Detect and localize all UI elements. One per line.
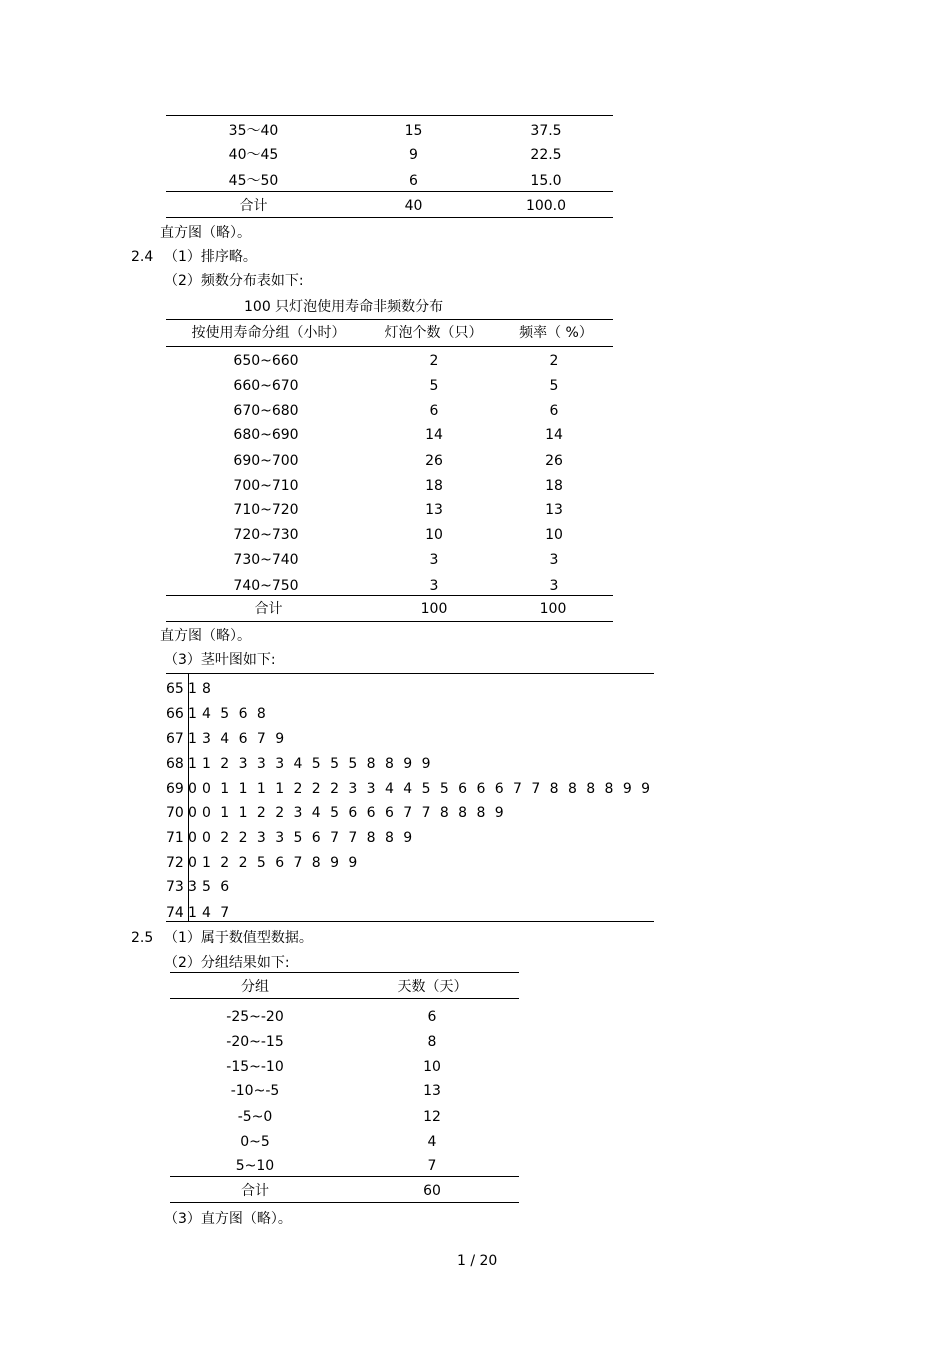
leaf-digit: 9 <box>622 781 632 797</box>
table2-total-rule <box>166 595 613 596</box>
leaf-digit: 9 <box>348 855 358 871</box>
leaf-digit: 3 <box>256 830 266 846</box>
leaf-digit: 1 <box>275 781 285 797</box>
stem-freq: 1 <box>188 731 197 747</box>
leaf-digit: 1 <box>202 855 211 871</box>
leaf-list <box>202 755 440 773</box>
group-cell: 5~10 <box>235 1158 275 1174</box>
leaf-digit: 8 <box>256 706 266 722</box>
leaf-digit: 6 <box>476 781 486 797</box>
group-cell: 45～50 <box>228 173 279 189</box>
table-row <box>166 122 613 140</box>
leaf-digit: 8 <box>458 805 468 821</box>
count-cell: 10 <box>425 527 443 543</box>
stem-value: 69 <box>166 781 184 797</box>
leaf-digit: 8 <box>439 805 449 821</box>
table-row <box>170 1033 519 1051</box>
group-cell: 0~5 <box>240 1134 270 1150</box>
leaf-list <box>202 854 367 872</box>
pct-cell: 14 <box>545 427 563 443</box>
table2-bottom-rule <box>166 621 613 622</box>
leaf-digit: 4 <box>202 905 211 921</box>
leaf-list <box>202 780 659 798</box>
leaf-digit: 3 <box>238 756 248 772</box>
table-row <box>166 172 613 190</box>
leaf-digit: 2 <box>220 855 230 871</box>
leaf-digit: 0 <box>202 830 211 846</box>
item-text: （1）属于数值型数据。 <box>164 930 313 946</box>
count-cell: 15 <box>404 123 423 139</box>
leaf-digit: 6 <box>238 731 248 747</box>
item-text: （2）频数分布表如下: <box>164 273 304 289</box>
leaf-digit: 5 <box>220 706 230 722</box>
leaf-digit: 4 <box>220 731 230 747</box>
days-cell: 13 <box>423 1083 441 1099</box>
leaf-digit: 2 <box>220 756 230 772</box>
leaf-digit: 9 <box>494 805 504 821</box>
section-number: 2.5 <box>131 930 154 946</box>
pct-cell: 18 <box>545 478 563 494</box>
table-title: 100 只灯泡使用寿命非频数分布 <box>244 299 444 315</box>
leaf-digit: 7 <box>293 855 303 871</box>
stem-freq: 1 <box>188 756 197 772</box>
group-cell: 710~720 <box>233 502 299 518</box>
table1-bottom-rule <box>166 217 613 218</box>
leaf-list <box>202 705 275 723</box>
pct-cell: 15.0 <box>530 173 562 189</box>
total-pct: 100 <box>539 601 567 617</box>
leaf-digit: 3 <box>366 781 376 797</box>
days-cell: 7 <box>427 1158 437 1174</box>
table-row <box>170 1008 519 1026</box>
leaf-digit: 2 <box>311 781 321 797</box>
stem-freq: 0 <box>188 781 197 797</box>
leaf-digit: 3 <box>275 756 285 772</box>
total-count: 100 <box>420 601 448 617</box>
leaf-digit: 9 <box>421 756 431 772</box>
leaf-digit: 5 <box>293 830 303 846</box>
stem-freq: 0 <box>188 830 197 846</box>
leaf-digit: 7 <box>348 830 358 846</box>
column-header: 灯泡个数（只） <box>384 325 483 341</box>
group-cell: 680~690 <box>233 427 299 443</box>
pct-cell: 22.5 <box>530 147 562 163</box>
stem-freq: 0 <box>188 855 197 871</box>
table-row <box>166 352 613 370</box>
leaf-list <box>202 829 422 847</box>
table3-header-rule <box>170 998 519 999</box>
total-label: 合计 <box>241 1183 269 1199</box>
leaf-digit: 4 <box>403 781 413 797</box>
stem-value: 71 <box>166 830 184 846</box>
table1-top-rule <box>166 115 613 116</box>
leaf-digit: 7 <box>220 905 230 921</box>
leaf-digit: 3 <box>256 756 266 772</box>
stem-value: 74 <box>166 905 184 921</box>
leaf-digit: 6 <box>458 781 468 797</box>
leaf-digit: 6 <box>220 879 230 895</box>
days-cell: 6 <box>427 1009 437 1025</box>
table-row <box>166 577 613 595</box>
leaf-digit: 1 <box>220 805 230 821</box>
days-cell: 12 <box>423 1109 441 1125</box>
group-cell: -10~-5 <box>230 1083 280 1099</box>
stem-freq: 1 <box>188 706 197 722</box>
count-cell: 6 <box>409 173 418 189</box>
leaf-digit: 5 <box>256 855 266 871</box>
leaf-digit: 6 <box>311 830 321 846</box>
leaf-digit: 7 <box>531 781 541 797</box>
stem-freq: 1 <box>188 681 197 697</box>
count-cell: 6 <box>429 403 439 419</box>
leaf-digit: 2 <box>275 805 285 821</box>
days-cell: 10 <box>423 1059 441 1075</box>
leaf-digit: 8 <box>476 805 486 821</box>
table-row <box>166 426 613 444</box>
leaf-digit: 2 <box>256 805 266 821</box>
leaf-digit: 3 <box>348 781 358 797</box>
stem-leaf-plot <box>166 680 654 920</box>
leaf-digit: 8 <box>567 781 577 797</box>
total-count: 40 <box>404 198 423 214</box>
leaf-digit: 9 <box>403 830 413 846</box>
group-cell: 740~750 <box>233 578 299 594</box>
stem-freq: 0 <box>188 805 197 821</box>
column-header: 频率（ %） <box>519 325 593 341</box>
table3-bottom-rule <box>170 1202 519 1203</box>
column-header: 按使用寿命分组（小时） <box>191 325 346 341</box>
leaf-digit: 8 <box>311 855 321 871</box>
group-cell: 700~710 <box>233 478 299 494</box>
pct-cell: 10 <box>545 527 563 543</box>
table-row <box>166 477 613 495</box>
table-row <box>170 1082 519 1100</box>
leaf-digit: 9 <box>275 731 285 747</box>
pct-cell: 3 <box>549 552 559 568</box>
table-row <box>166 526 613 544</box>
group-cell: 690~700 <box>233 453 299 469</box>
leaf-digit: 4 <box>202 706 211 722</box>
column-header: 天数（天） <box>397 979 468 995</box>
total-days: 60 <box>423 1183 441 1199</box>
table-row <box>166 551 613 569</box>
leaf-digit: 8 <box>549 781 559 797</box>
stem-freq: 3 <box>188 879 197 895</box>
group-cell: -20~-15 <box>226 1034 284 1050</box>
note-histogram: 直方图（略）。 <box>160 628 251 644</box>
table2-header-rule <box>166 346 613 347</box>
stem-freq: 1 <box>188 905 197 921</box>
stemleaf-top-rule <box>166 673 654 674</box>
leaf-list <box>202 904 239 922</box>
leaf-digit: 5 <box>202 879 211 895</box>
leaf-digit: 4 <box>293 756 303 772</box>
stem-value: 73 <box>166 879 184 895</box>
table-row <box>166 377 613 395</box>
count-cell: 3 <box>429 552 439 568</box>
leaf-digit: 7 <box>421 805 431 821</box>
group-cell: 720~730 <box>233 527 299 543</box>
count-cell: 2 <box>429 353 439 369</box>
pct-cell: 13 <box>545 502 563 518</box>
item-text: （1）排序略。 <box>164 249 257 265</box>
table3-body <box>170 1008 519 1203</box>
leaf-digit: 6 <box>384 805 394 821</box>
leaf-digit: 8 <box>366 756 376 772</box>
leaf-digit: 5 <box>439 781 449 797</box>
count-cell: 13 <box>425 502 443 518</box>
leaf-digit: 2 <box>220 830 230 846</box>
leaf-list <box>202 878 239 896</box>
item-text: （3）茎叶图如下: <box>164 652 276 668</box>
leaf-list <box>202 680 220 698</box>
leaf-digit: 8 <box>604 781 614 797</box>
leaf-digit: 7 <box>256 731 266 747</box>
leaf-digit: 4 <box>311 805 321 821</box>
count-cell: 5 <box>429 378 439 394</box>
leaf-digit: 1 <box>238 781 248 797</box>
leaf-digit: 5 <box>421 781 431 797</box>
pct-cell: 26 <box>545 453 563 469</box>
total-label: 合计 <box>254 601 283 617</box>
leaf-digit: 4 <box>384 781 394 797</box>
group-cell: -25~-20 <box>226 1009 284 1025</box>
leaf-digit: 0 <box>202 781 211 797</box>
leaf-digit: 2 <box>293 781 303 797</box>
leaf-digit: 8 <box>202 681 211 697</box>
table3-top-rule <box>170 972 519 973</box>
pct-cell: 2 <box>549 353 559 369</box>
leaf-digit: 1 <box>256 781 266 797</box>
count-cell: 3 <box>429 578 439 594</box>
stem-value: 68 <box>166 756 184 772</box>
leaf-digit: 6 <box>275 855 285 871</box>
table1 <box>166 122 613 222</box>
item-text: （2）分组结果如下: <box>164 955 290 971</box>
pct-cell: 6 <box>549 403 559 419</box>
leaf-list <box>202 730 293 748</box>
stem-value: 65 <box>166 681 184 697</box>
group-cell: 35～40 <box>228 123 279 139</box>
leaf-digit: 1 <box>220 781 230 797</box>
group-cell: 730~740 <box>233 552 299 568</box>
item-text: （3）直方图（略）。 <box>164 1211 292 1227</box>
leaf-digit: 7 <box>513 781 522 797</box>
note-histogram: 直方图（略）。 <box>160 225 251 241</box>
leaf-digit: 8 <box>384 756 394 772</box>
table1-total-rule <box>166 191 613 192</box>
pct-cell: 5 <box>549 378 559 394</box>
leaf-digit: 3 <box>275 830 285 846</box>
leaf-digit: 7 <box>403 805 413 821</box>
group-cell: 660~670 <box>233 378 299 394</box>
leaf-digit: 8 <box>586 781 596 797</box>
total-label: 合计 <box>239 198 268 214</box>
leaf-digit: 9 <box>403 756 413 772</box>
stem-value: 67 <box>166 731 184 747</box>
column-header: 分组 <box>241 979 269 995</box>
group-cell: 670~680 <box>233 403 299 419</box>
leaf-digit: 1 <box>202 756 211 772</box>
table-row <box>166 501 613 519</box>
table2-body <box>166 352 613 622</box>
days-cell: 8 <box>427 1034 437 1050</box>
group-cell: -5~0 <box>237 1109 273 1125</box>
stem-value: 72 <box>166 855 184 871</box>
leaf-digit: 8 <box>366 830 376 846</box>
leaf-digit: 9 <box>641 781 651 797</box>
leaf-digit: 3 <box>293 805 303 821</box>
leaf-list <box>202 804 513 822</box>
stem-value: 70 <box>166 805 184 821</box>
leaf-digit: 5 <box>348 756 358 772</box>
table-row <box>166 146 613 164</box>
leaf-digit: 8 <box>384 830 394 846</box>
total-pct: 100.0 <box>525 198 567 214</box>
leaf-digit: 6 <box>494 781 504 797</box>
pct-cell: 37.5 <box>530 123 562 139</box>
count-cell: 14 <box>425 427 443 443</box>
table-row <box>170 1058 519 1076</box>
stem-value: 66 <box>166 706 184 722</box>
leaf-digit: 3 <box>202 731 211 747</box>
table-row <box>166 402 613 420</box>
leaf-digit: 1 <box>238 805 248 821</box>
table-row <box>170 1108 519 1126</box>
count-cell: 26 <box>425 453 443 469</box>
count-cell: 9 <box>409 147 418 163</box>
table-row <box>170 1133 519 1151</box>
count-cell: 18 <box>425 478 443 494</box>
leaf-digit: 2 <box>330 781 339 797</box>
page-number: 1 / 20 <box>457 1253 498 1269</box>
table2-top-rule <box>166 319 613 320</box>
table3-header <box>170 978 519 998</box>
table-header-row <box>166 324 613 342</box>
pct-cell: 3 <box>549 578 559 594</box>
leaf-digit: 2 <box>238 830 248 846</box>
group-cell: -15~-10 <box>226 1059 284 1075</box>
days-cell: 4 <box>427 1134 437 1150</box>
table-header-row <box>170 978 519 996</box>
leaf-digit: 5 <box>311 756 321 772</box>
group-cell: 650~660 <box>233 353 299 369</box>
table-total-row <box>170 1182 519 1200</box>
table-total-row <box>166 197 613 215</box>
leaf-digit: 6 <box>238 706 248 722</box>
leaf-digit: 2 <box>238 855 248 871</box>
table-row <box>170 1157 519 1175</box>
group-cell: 40～45 <box>228 147 279 163</box>
leaf-digit: 7 <box>330 830 339 846</box>
table2-header <box>166 324 613 344</box>
table-row <box>166 452 613 470</box>
leaf-digit: 9 <box>330 855 339 871</box>
table3-total-rule <box>170 1176 519 1177</box>
table-total-row <box>166 600 613 618</box>
leaf-digit: 6 <box>366 805 376 821</box>
leaf-digit: 6 <box>348 805 358 821</box>
leaf-digit: 5 <box>330 756 339 772</box>
stemleaf-bottom-rule <box>166 921 654 922</box>
leaf-digit: 0 <box>202 805 211 821</box>
leaf-digit: 5 <box>330 805 339 821</box>
section-number: 2.4 <box>131 249 154 265</box>
